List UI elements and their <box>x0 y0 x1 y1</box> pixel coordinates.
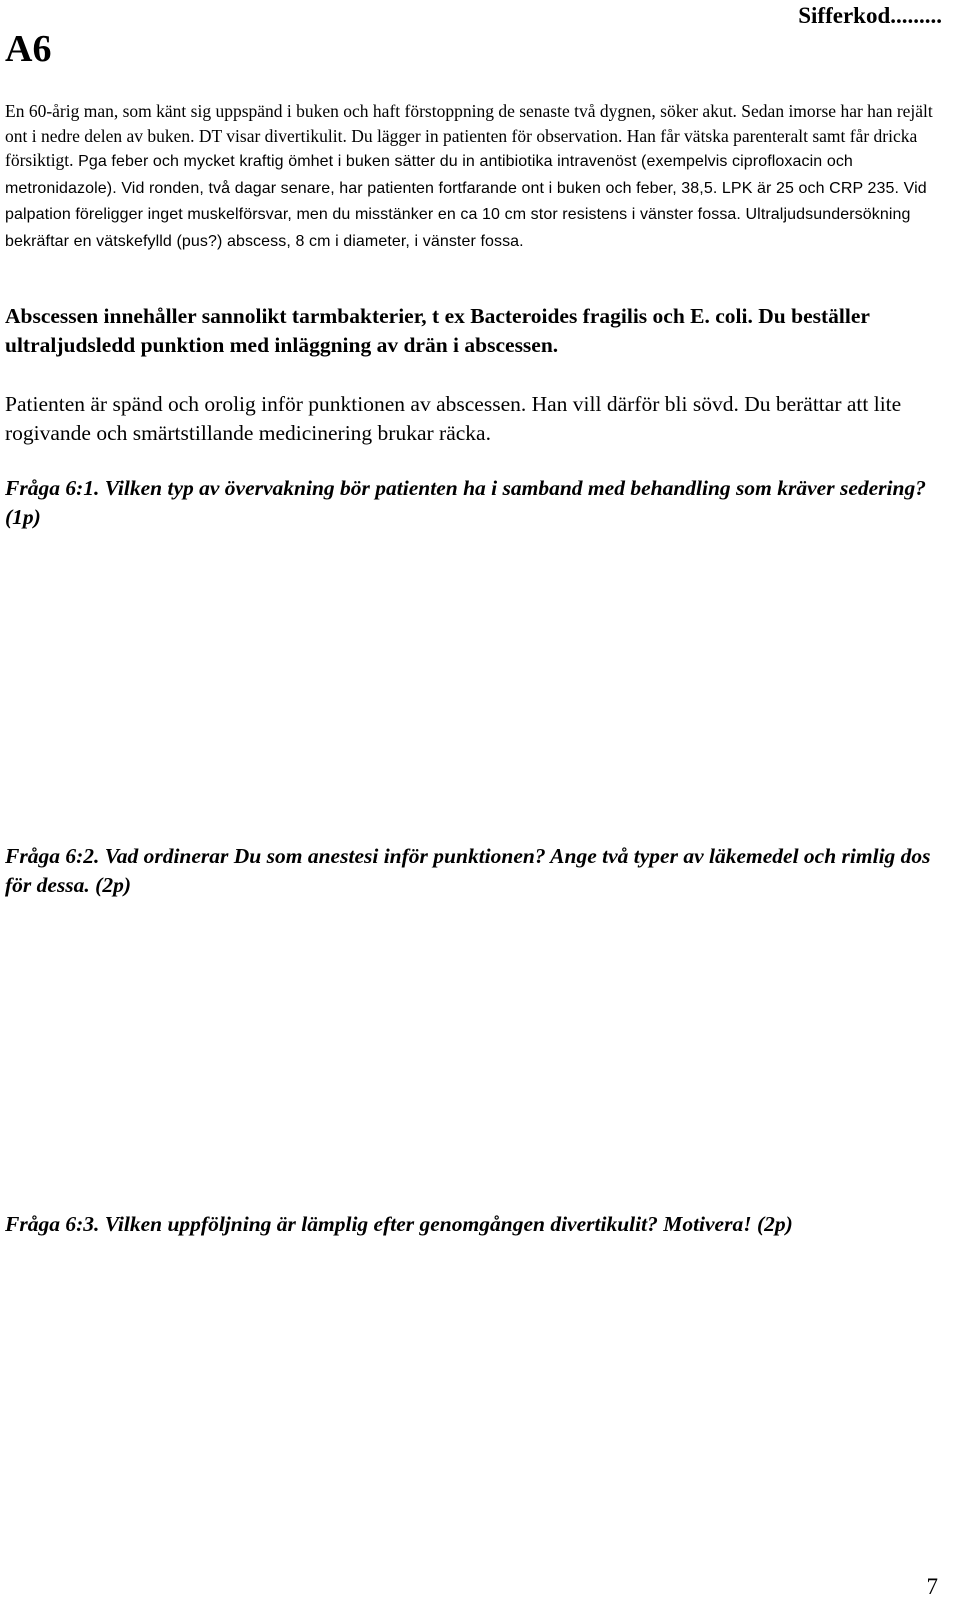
case-description-part1: En 60-årig man, som känt sig uppspänd i buken och haft förstoppning de senaste två dygnen, söker akut. Sedan imorse har han rejält ont i nedre delen av buken. DT visar divertikulit. Du lägger in patienten för observation. Han får vätska parenteralt samt får dricka försiktigt. <box>5 101 933 171</box>
question-6-1: Fråga 6:1. Vilken typ av övervakning bör patienten ha i samband med behandling som kräver sedering? (1p) <box>5 476 926 529</box>
question-6-3: Fråga 6:3. Vilken uppföljning är lämplig efter genomgången divertikulit? Motivera! (2p) <box>5 1212 793 1236</box>
page-number: 7 <box>926 1574 938 1599</box>
abscess-paragraph: Abscessen innehåller sannolikt tarmbakterier, t ex Bacteroides fragilis och E. coli. Du beställer ultraljudsledd punktion med inläggning av drän i abscessen. <box>5 304 870 357</box>
case-description-part2: Pga feber och mycket kraftig ömhet i buken sätter du in antibiotika intravenöst (exempelvis ciprofloxacin och metronidazole). Vid ronden, två dagar senare, har patienten fortfarande ont i buken och feber, 38,5. LPK är 25 och CRP 235. Vid palpation föreligger inget muskelförsvar, men du misstänker en ca 10 cm stor resistens i vänster fossa. Ultraljudsundersökning bekräftar en vätskefylld (pus?) abscess, 8 cm i diameter, i vänster fossa. <box>5 153 927 250</box>
case-description <box>5 99 950 255</box>
patient-paragraph: Patienten är spänd och orolig inför punktionen av abscessen. Han vill därför bli sövd. Du berättar att lite rogivande och smärtstillande medicinering brukar räcka. <box>5 392 902 445</box>
section-code: A6 <box>5 28 52 70</box>
sifferkod-label: Sifferkod......... <box>798 3 942 28</box>
question-6-2: Fråga 6:2. Vad ordinerar Du som anestesi inför punktionen? Ange två typer av läkemedel och rimlig dos för dessa. (2p) <box>5 844 931 897</box>
